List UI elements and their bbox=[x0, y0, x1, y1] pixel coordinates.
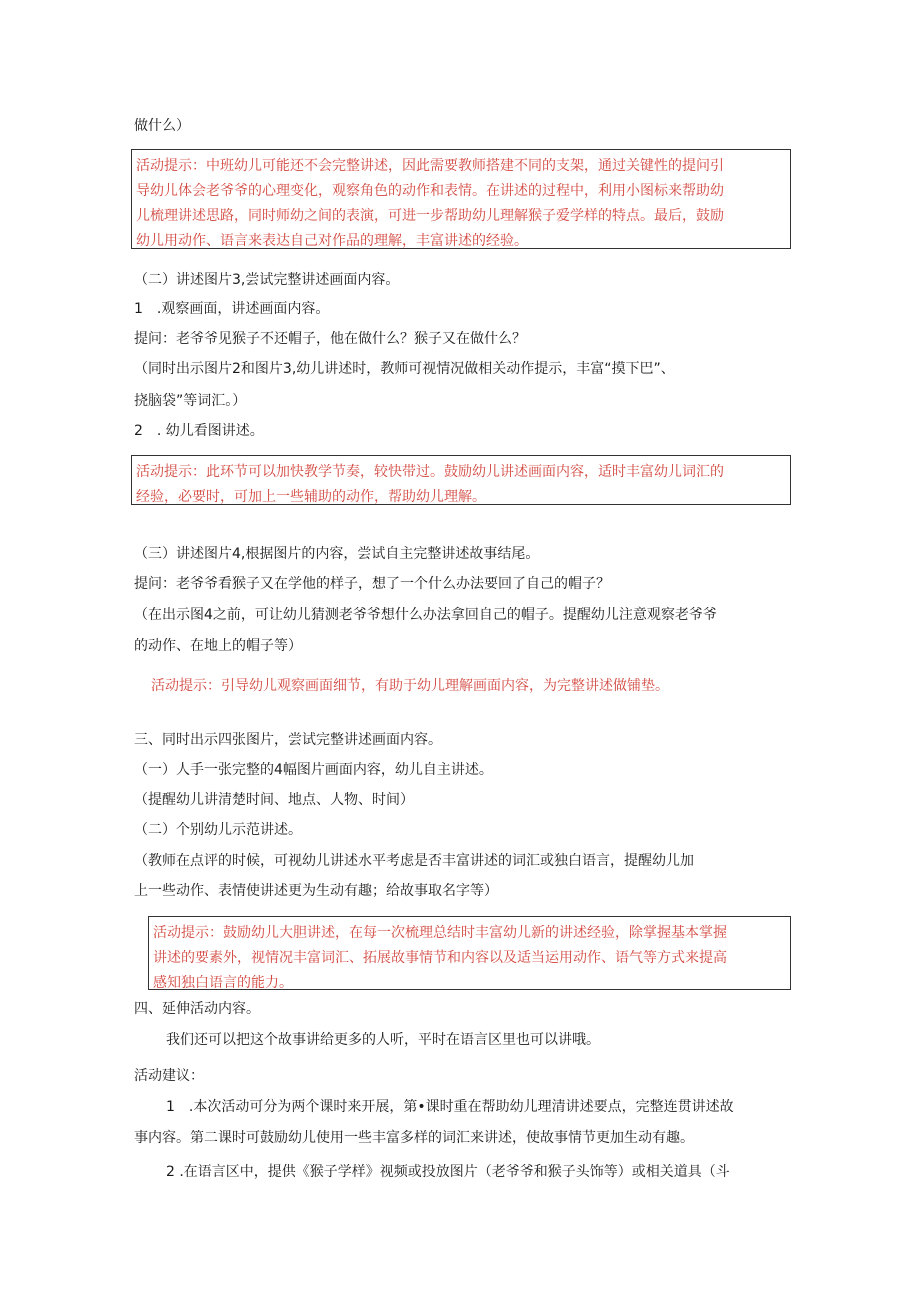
tip-line: 儿梳理讲述思路，同时师幼之间的表演，可进一步帮助幼儿理解猴子爱学样的特点。最后，鼓励 bbox=[136, 208, 724, 224]
tip-line: 活动提示：中班幼儿可能还不会完整讲述，因此需要教师搭建不同的支架，通过关键性的提问引 bbox=[136, 158, 724, 174]
section2-note-line2: 挠脑袋”等词汇。） bbox=[134, 393, 247, 409]
top-fragment: 做什么） bbox=[134, 118, 190, 134]
part4-title: 四、延伸活动内容。 bbox=[134, 1001, 260, 1017]
section2-question: 提问：老爷爷见猴子不还帽子，他在做什么？猴子又在做什么？ bbox=[134, 331, 526, 347]
tip-line: 活动提示：鼓励幼儿大胆讲述，在每一次梳理总结时丰富幼儿新的讲述经验，除掌握基本掌握 bbox=[153, 925, 727, 941]
tip-line: 讲述的要素外，视情况丰富词汇、拓展故事情节和内容以及适当运用动作、语气等方式来提高 bbox=[153, 950, 727, 966]
tip-line: 感知独白语言的能力。 bbox=[153, 975, 293, 991]
section2-step1: 1 .观察画面，讲述画面内容。 bbox=[134, 301, 330, 317]
suggestions-title: 活动建议： bbox=[134, 1068, 204, 1084]
suggestion-1-line1: 1 .本次活动可分为两个课时来开展，第•课时重在帮助幼儿理清讲述要点，完整连贯讲述故 bbox=[166, 1099, 734, 1115]
section3-question: 提问：老爷爷看猴子又在学他的样子，想了一个什么办法要回了自己的帽子？ bbox=[134, 576, 610, 592]
part3-sub2-note-line1: （教师在点评的时候，可视幼儿讲述水平考虑是否丰富讲述的词汇或独白语言，提醒幼儿加 bbox=[134, 853, 694, 869]
tip-line: 经验，必要时，可加上一些辅助的动作，帮助幼儿理解。 bbox=[136, 489, 486, 505]
section2-step2: 2 . 幼儿看图讲述。 bbox=[134, 423, 264, 439]
suggestion-2-line1: 2 .在语言区中，提供《猴子学样》视频或投放图片（老爷爷和猴子头饰等）或相关道具（斗 bbox=[166, 1164, 730, 1180]
section2-note-line1: （同时出示图片2和图片3,幼儿讲述时，教师可视情况做相关动作提示，丰富“摸下巴”、 bbox=[134, 361, 675, 377]
part3-sub1-note: （提醒幼儿讲清楚时间、地点、人物、时间） bbox=[134, 792, 414, 808]
section3-note-line2: 的动作、在地上的帽子等） bbox=[134, 638, 302, 654]
activity-tip-3: 活动提示：引导幼儿观察画面细节，有助于幼儿理解画面内容，为完整讲述做铺垫。 bbox=[151, 678, 669, 694]
section2-title: （二）讲述图片3,尝试完整讲述画面内容。 bbox=[134, 272, 400, 288]
tip-line: 活动提示：此环节可以加快教学节奏，较快带过。鼓励幼儿讲述画面内容，适时丰富幼儿词汇的 bbox=[136, 464, 724, 480]
section3-title: （三）讲述图片4,根据图片的内容，尝试自主完整讲述故事结尾。 bbox=[134, 546, 540, 562]
activity-tip-box-2 bbox=[131, 455, 791, 505]
section3-note-line1: （在出示图4之前，可让幼儿猜测老爷爷想什么办法拿回自己的帽子。提醒幼儿注意观察老爷爷 bbox=[134, 607, 717, 623]
part3-title: 三、同时出示四张图片，尝试完整讲述画面内容。 bbox=[134, 732, 442, 748]
part4-text: 我们还可以把这个故事讲给更多的人听，平时在语言区里也可以讲哦。 bbox=[166, 1032, 600, 1048]
part3-sub2: （二）个别幼儿示范讲述。 bbox=[134, 822, 302, 838]
part3-sub1: （一）人手一张完整的4幅图片画面内容，幼儿自主讲述。 bbox=[134, 762, 493, 778]
activity-tip-box-1 bbox=[131, 149, 791, 249]
tip-line: 幼儿用动作、语言来表达自己对作品的理解，丰富讲述的经验。 bbox=[136, 233, 528, 249]
part3-sub2-note-line2: 上一些动作、表情使讲述更为生动有趣；给故事取名字等） bbox=[134, 883, 498, 899]
tip-line: 导幼儿体会老爷爷的心理变化，观察角色的动作和表情。在讲述的过程中，利用小图标来帮助幼 bbox=[136, 183, 724, 199]
activity-tip-box-4 bbox=[148, 916, 791, 990]
suggestion-1-line2: 事内容。第二课时可鼓励幼儿使用一些丰富多样的词汇来讲述，使故事情节更加生动有趣。 bbox=[134, 1130, 694, 1146]
